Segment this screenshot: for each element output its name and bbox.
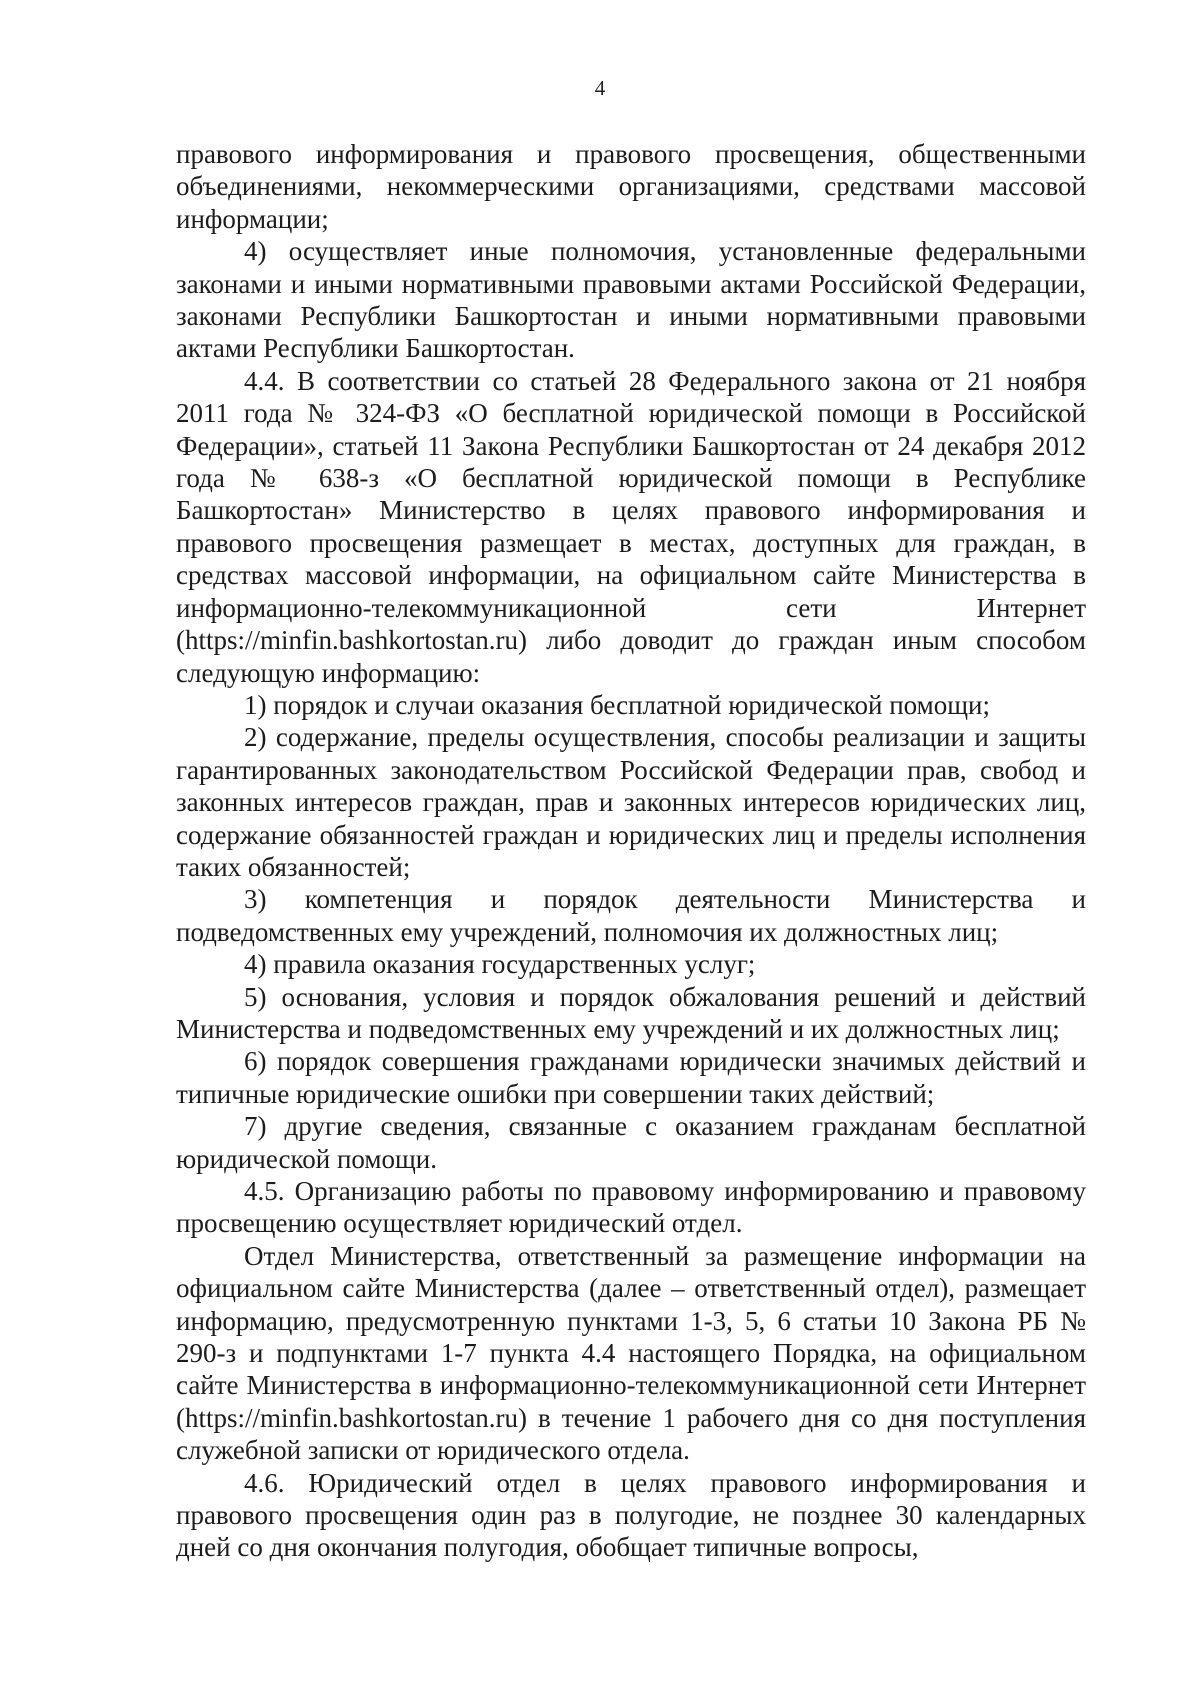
list-item-6: 6) порядок совершения гражданами юридически значимых действий и типичные юридические ошибки при совершении таких действий; — [176, 1046, 1086, 1109]
paragraph-4-6: 4.6. Юридический отдел в целях правового информирования и правового просвещения один раз в полугодие, не позднее 30 календарных дней со дня окончания полугодия, обобщает типичные вопросы, — [176, 1467, 1086, 1563]
paragraph-continuation: правового информирования и правового просвещения, общественными объединениями, некоммерческими организациями, средствами массовой информации; — [176, 139, 1086, 234]
document-body — [176, 138, 1086, 1564]
paragraph-responsible-department: Отдел Министерства, ответственный за размещение информации на официальном сайте Министерства (далее – ответственный отдел), размещает информацию, предусмотренную пунктами 1-3, 5, 6 статьи 10 Закона РБ № 290-з и подпунктами 1-7 пункта 4.4 настоящего Порядка, на официальном сайте Министерства в информационно-телекоммуникационной сети Интернет (https://minfin.bashkortostan.ru) в течение 1 рабочего дня со дня поступления служебной записки от юридического отдела. — [176, 1240, 1086, 1466]
list-item-4: 4) правила оказания государственных услуг; — [244, 949, 756, 980]
page-number: 4 — [594, 76, 606, 100]
list-item-3: 3) компетенция и порядок деятельности Министерства и подведомственных ему учреждений, полномочия их должностных лиц; — [176, 884, 1086, 947]
list-item-5: 5) основания, условия и порядок обжалования решений и действий Министерства и подведомственных ему учреждений и их должностных лиц; — [176, 981, 1086, 1044]
paragraph-item-4: 4) осуществляет иные полномочия, установленные федеральными законами и иными нормативными правовыми актами Российской Федерации, законами Республики Башкортостан и иными нормативными правовыми актами Республики Башкортостан. — [176, 236, 1086, 364]
paragraph-4-4: 4.4. В соответствии со статьей 28 Федерального закона от 21 ноября 2011 года № 324-ФЗ «О бесплатной юридической помощи в Российской Федерации», статьей 11 Закона Республики Башкортостан от 24 декабря 2012 года № 638-з «О бесплатной юридической помощи в Республике Башкортостан» Министерство в целях правового информирования и правового просвещения размещает в местах, доступных для граждан, в средствах массовой информации, на официальном сайте Министерства в информационно-телекоммуникационной сети Интернет (https://minfin.bashkortostan.ru) либо доводит до граждан иным способом следующую информацию: — [176, 365, 1086, 688]
paragraph-4-5: 4.5. Организацию работы по правовому информированию и правовому просвещению осуществляет юридический отдел. — [176, 1176, 1086, 1239]
list-item-7: 7) другие сведения, связанные с оказанием гражданам бесплатной юридической помощи. — [176, 1111, 1086, 1174]
list-item-1: 1) порядок и случаи оказания бесплатной юридической помощи; — [244, 689, 990, 720]
list-item-2: 2) содержание, пределы осуществления, способы реализации и защиты гарантированных законодательством Российской Федерации прав, свобод и законных интересов граждан, прав и законных интересов юридических лиц, содержание обязанностей граждан и юридических лиц и пределы исполнения таких обязанностей; — [176, 722, 1086, 882]
